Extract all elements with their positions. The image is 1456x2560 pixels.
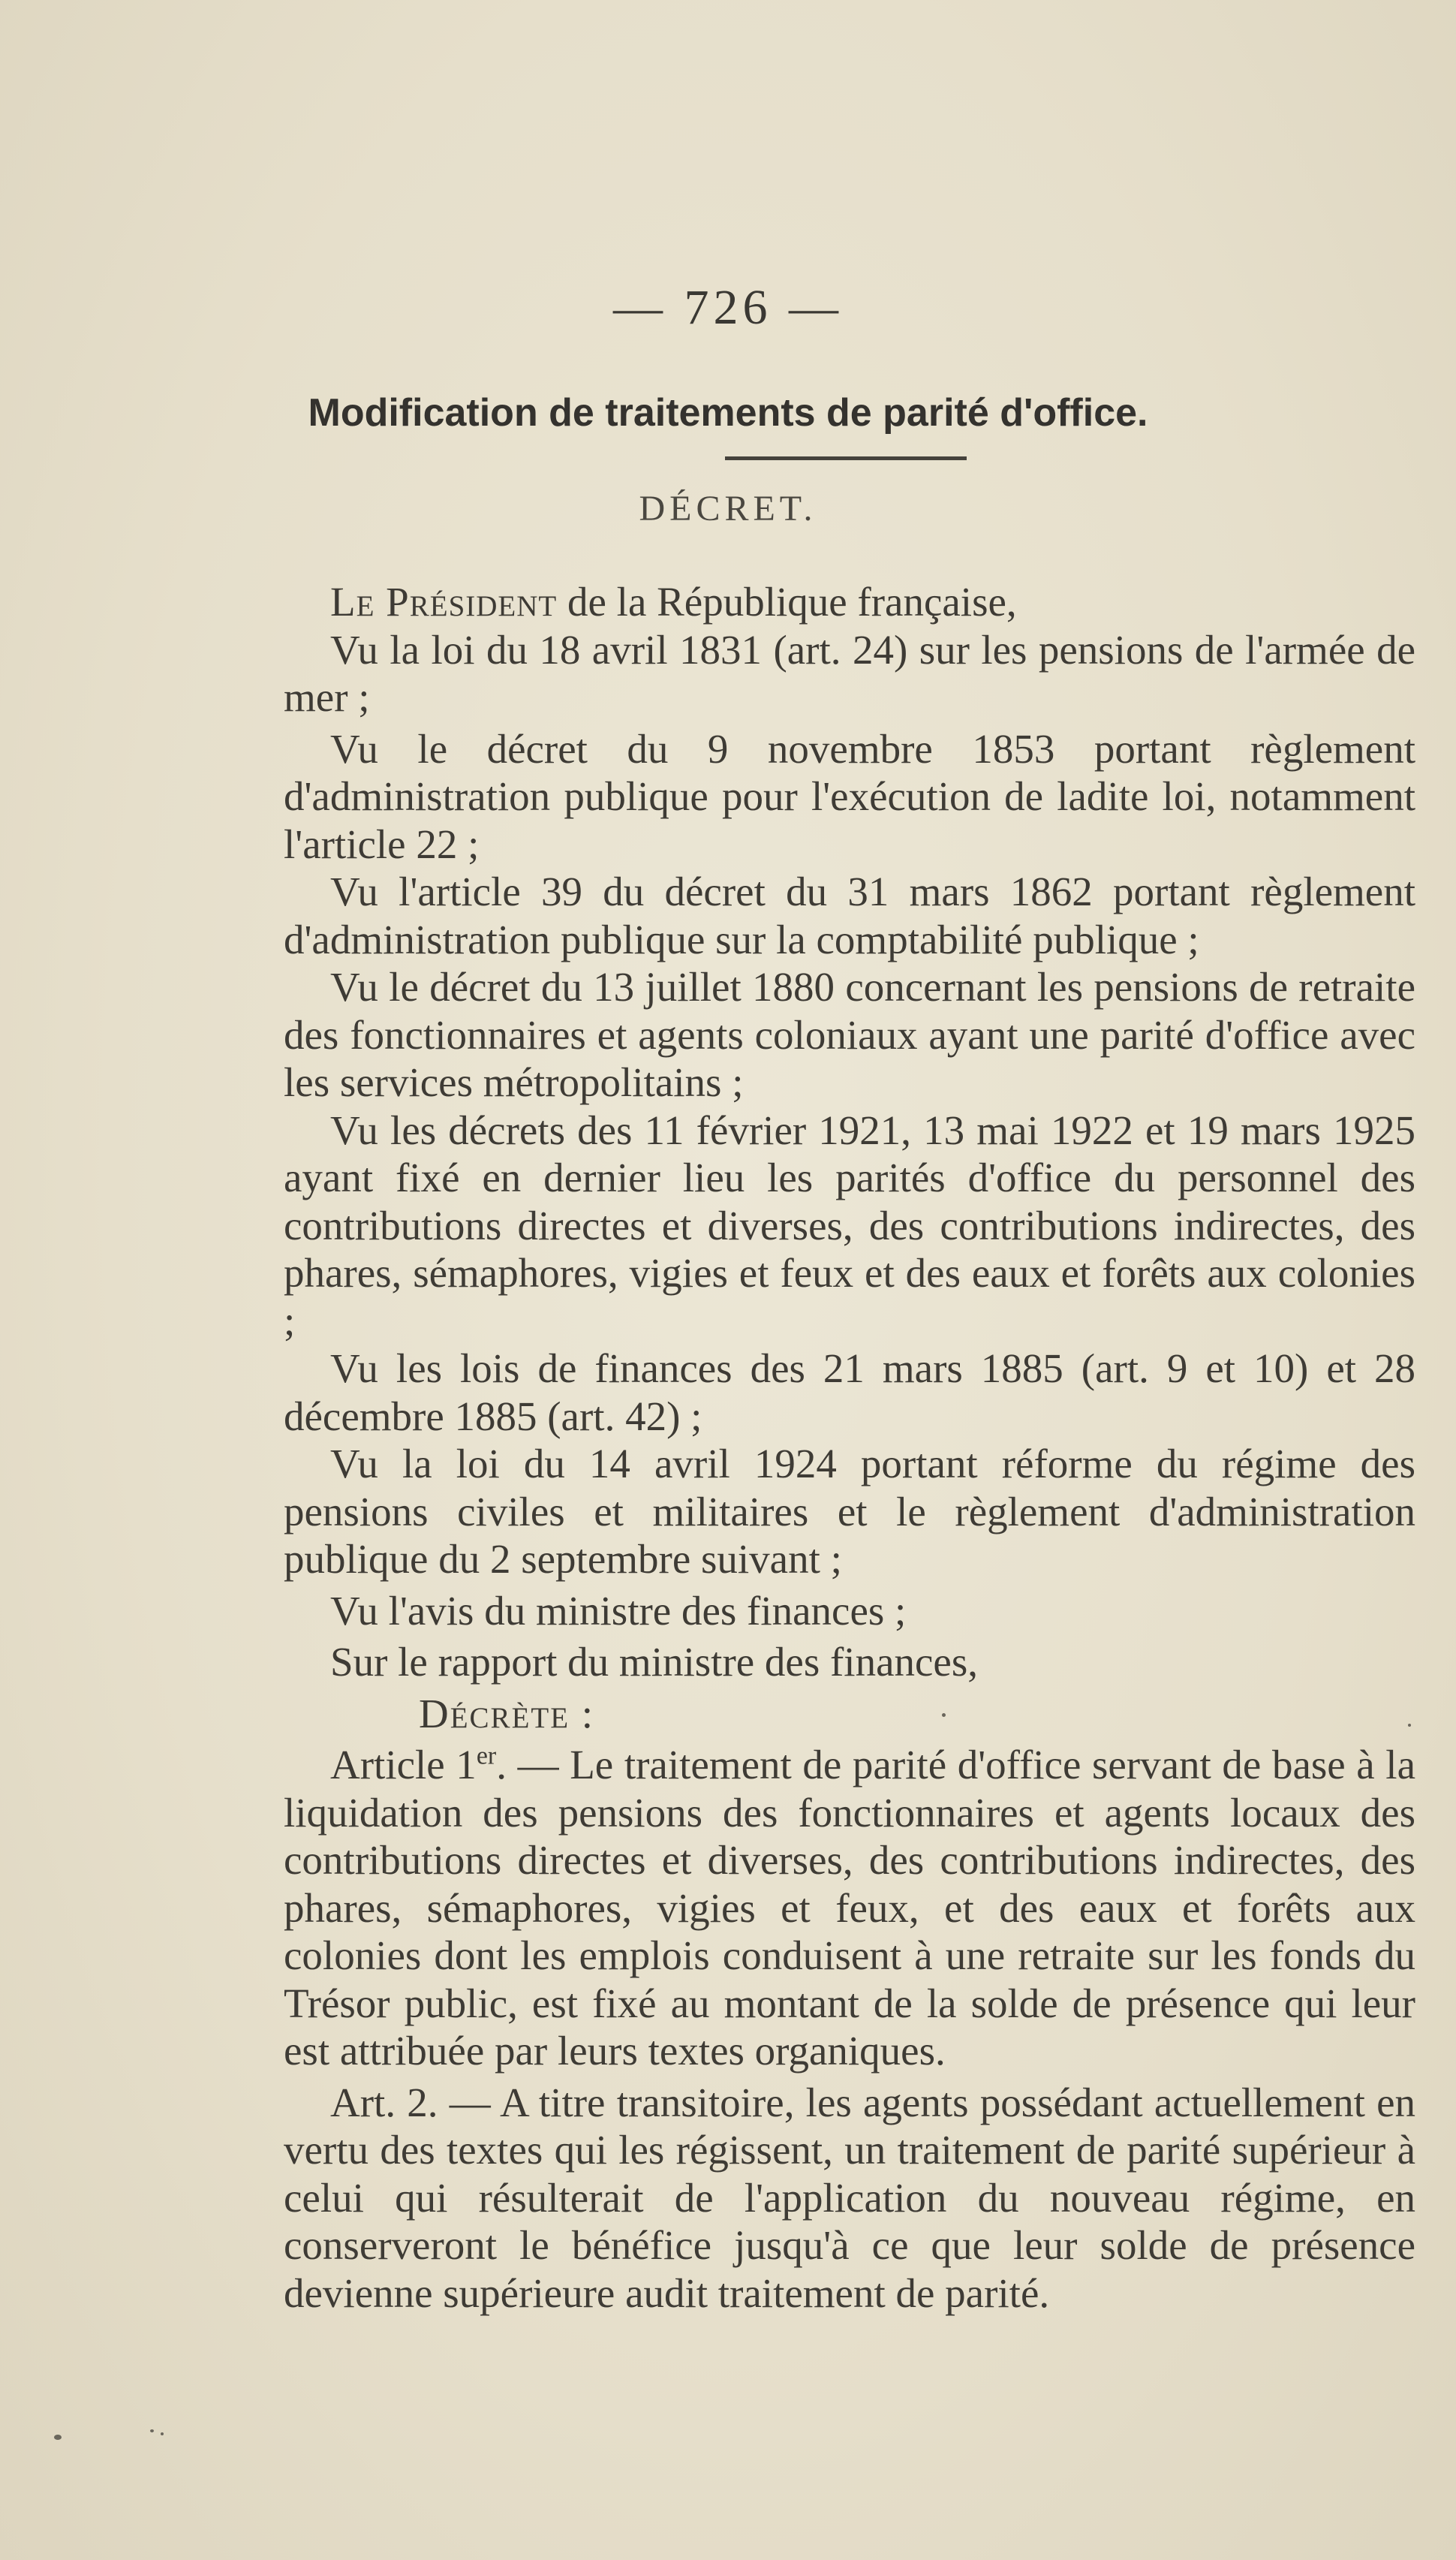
visa-paragraph: Sur le rapport du ministre des finances, xyxy=(330,1639,978,1685)
decrete-line: Décrète : xyxy=(419,1690,595,1736)
article-1-lead: Article 1 xyxy=(330,1742,477,1787)
document-title: Modification de traitements de parité d'office. xyxy=(308,391,1148,435)
visa-paragraph: Vu l'article 39 du décret du 31 mars 1862 portant règlement d'administration publique sur la comptabilité publique ; xyxy=(284,869,1415,962)
document-body xyxy=(284,578,1415,2317)
opening-line xyxy=(284,578,1415,626)
visa-paragraph: Vu l'avis du ministre des finances ; xyxy=(330,1587,907,1634)
ink-speck xyxy=(150,2429,154,2432)
visa-paragraph: Vu la loi du 18 avril 1831 (art. 24) sur les pensions de l'armée de mer ; xyxy=(284,626,1415,720)
article-1 xyxy=(284,1741,1415,2075)
article-1-sup: er xyxy=(476,1742,497,1770)
ink-speck xyxy=(161,2432,164,2435)
decree-heading: DÉCRET. xyxy=(639,489,817,529)
visa-paragraph: Vu les lois de finances des 21 mars 1885 (art. 9 et 10) et 28 décembre 1885 (art. 42) ; xyxy=(284,1345,1415,1439)
article-2: Art. 2. — A titre transitoire, les agents possédant actuellement en vertu des textes qui les régissent, un traitement de parité supérieur à celui qui résulterait de l'application du nouveau régime, en conserveront le bénéfice jusqu'à ce que leur solde de présence devienne supérieure audit traitement de parité. xyxy=(284,2079,1415,2316)
ink-speck xyxy=(942,1713,946,1717)
page-number: — 726 — xyxy=(613,280,843,335)
opening-rest: de la République française, xyxy=(557,579,1017,625)
ink-speck xyxy=(54,2435,62,2440)
article-1-text: . — Le traitement de parité d'office servant de base à la liquidation des pensions des fonctionnaires et agents locaux des contributions directes et diverses, des contributions indirectes, des phares, sémaphores, vigies et feux, et des eaux et forêts aux colonies dont les emplois conduisent à une retraite sur les fonds du Trésor public, est fixé au montant de la solde de présence qui leur est attribuée par leurs textes organiques. xyxy=(284,1742,1415,2074)
visa-paragraph: Vu les décrets des 11 février 1921, 13 mai 1922 et 19 mars 1925 ayant fixé en dernier lieu les parités d'office du personnel des contributions directes et diverses, des contributions indirectes, des phares, sémaphores, vigies et feux et des eaux et forêts aux colonies ; xyxy=(284,1107,1415,1344)
visa-paragraph: Vu le décret du 9 novembre 1853 portant règlement d'administration publique pour l'exécution de ladite loi, notamment l'article 22 ; xyxy=(284,725,1415,867)
opening-lead: Le Président xyxy=(330,579,558,625)
visa-paragraph: Vu le décret du 13 juillet 1880 concernant les pensions de retraite des fonctionnaires et agents coloniaux ayant une parité d'office avec les services métropolitains ; xyxy=(284,964,1415,1105)
title-rule xyxy=(725,456,967,460)
visa-paragraph: Vu la loi du 14 avril 1924 portant réforme du régime des pensions civiles et militaires et le règlement d'administration publique du 2 septembre suivant ; xyxy=(284,1441,1415,1582)
ink-speck xyxy=(1408,1724,1411,1727)
